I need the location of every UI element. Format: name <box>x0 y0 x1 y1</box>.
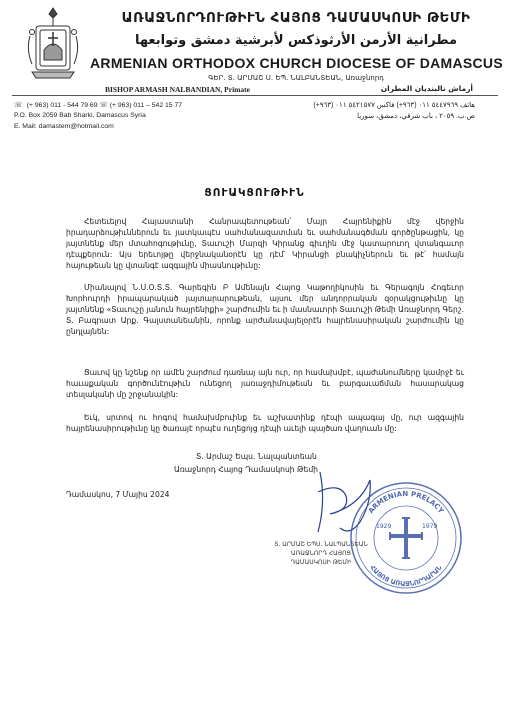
stamp-line-1: Տ. ԱՐՄԱՇ ԵՊՍ. ՆԱԼՊԱՆՏԵԱՆ <box>274 541 368 548</box>
svg-text:ARMENIAN PRELACY <box>367 490 446 516</box>
paragraph-3: Ցաւով կը նշենք որ ամէն շարժում դառնայ այն ուր, որ համախմբէ, պաժանումները կամրջէ եւ հաւաքական գործունէութիւն ունեցող յառաջդիմութեան եւ բարգաւաճման հասարակաց տեսլականի մը շրջանակին: <box>66 368 464 399</box>
contact-phones: ☏ (+ 963) 011 - 544 79 69 ☏ (+ 963) 011 – 542 15 77 <box>14 102 183 109</box>
contact-email: E. Mail: damastem@hotmail.com <box>14 123 114 130</box>
header-bishop-armenian: ԳԵՐ. Տ. ԱՐՄԱՇ Ս. ԵՊ. ՆԱԼԲԱՆՏԵԱՆ, Առաջնորդ <box>208 74 384 82</box>
contact-phones-arabic: هاتف ٥٤٤٧٩٦٩ ٠١١ (٩٦٣+) فاكس ٥٤٢١٥٧٧ ٠١١ (٩٦٣+) <box>313 102 475 109</box>
seal-year-right: 1979 <box>422 523 438 530</box>
paragraph-2: Միանալով Ն.Ս.Օ.Տ.Տ. Գարեգին Բ Ամենայն Հայոց Կաթողիկոսին եւ Գերագոյն Հոգեւոր Խորհուրդի իրապարակած յայտարարութեան, այսու մեր անդորրական զօրակցութիւնը կը յայտնենք «Տաւուշը յանուն հայրենիքի» շարժումին եւ ի մասնաւորի Տաւուշի Թեմի Առաջնորդ Գերշ. Տ. Բագրատ Արք. Գալստանեանին, որոնք արժանավայելօրէն հայրենասիրական շարժումին կը ընդլայնեն: <box>66 283 464 336</box>
contact-po-box: P.O. Box 2059 Bab Sharki, Damascus Syria <box>14 112 146 119</box>
header-title-arabic: مطرانية الأرمن الأرثوذكس لأبرشية دمشق وتوابعها <box>134 33 458 48</box>
svg-text:ՀԱՅՈՑ ԱՌԱՋՆՈՐԴԱՐԱՆ <box>368 563 443 588</box>
document-title: ՑՈՒԱԿՑՈՒԹԻՒՆ <box>204 187 305 199</box>
diocese-crest-icon <box>22 6 84 82</box>
seal-year-left: 1929 <box>376 523 392 530</box>
seal-text-bottom: ՀԱՅՈՑ ԱՌԱՋՆՈՐԴԱՐԱՆ <box>368 563 444 589</box>
header-bishop-arabic: أرماش نالبنديان المطران <box>380 84 473 93</box>
signature-name: Տ. Արմաշ Եպս. Նալպանտեան <box>196 452 317 461</box>
document-date: Դամասկոս, 7 Մայիս 2024 <box>66 490 170 499</box>
header-bishop-english: BISHOP ARMASH NALBANDIAN, Primate <box>105 85 251 94</box>
email-link[interactable]: damastem@hotmail.com <box>38 123 114 130</box>
header-title-armenian: ԱՌԱՋՆՈՐԴՈՒԹԻՒՆ ՀԱՅՈՑ ԴԱՄԱՍԿՈՍԻ ԹԵՄԻ <box>121 10 471 26</box>
phone-icon: ☏ <box>14 102 23 109</box>
stamp-line-2: ԱՌԱՋՆՈՐԴ ՀԱՅՈՑ <box>290 550 352 557</box>
contact-address-arabic: ص.ب. ٢٠٥٩ ، باب شرقي، دمشق، سوريا <box>357 113 475 120</box>
paragraph-4: Եւկ, սրտով ու հոգով համախմբուինք եւ աշխատինք դէպի ապագայ մը, ուր ազգային հայրենասիրութիւնը կը ծառայէ որպէս ուղեցոյց դէպի աւելի պայծառ վաղուան մը: <box>66 413 464 433</box>
prelacy-seal-icon <box>346 478 466 598</box>
stamp-line-3: ԴԱՄԱՍԿՈՍԻ ԹԵՄԻ <box>290 559 352 566</box>
header-divider <box>12 95 498 96</box>
paragraph-1: Հետեւելով Հայաստանի Հանրապետութեան՝ Մայր Հայրենիքին մէջ վերջին իրադարձութիւններուն եւ յատկապէս սահմանազատման եւ սահմանագծման գործընթացին, կը յայտնենք մեր մտահոգութիւնը, Տաւուշի Մարզի Կիրանց գիւղին մէջ կատարուող վտանգաւոր դէպքերուն: Այս երեւոյթը վերջնականօրէն կը դէմ՝ Կիրանցի բնակիչներուն եւ թէ՛ համայն հայութեան կը վտանգէ ազգային միասնութիւնը: <box>66 217 464 270</box>
signature-title: Առաջնորդ Հայոց Դամասկոսի Թեմի <box>174 465 318 474</box>
seal-text-top: ARMENIAN PRELACY <box>366 489 446 515</box>
header-title-english: ARMENIAN ORTHODOX CHURCH DIOCESE OF DAMASCUS <box>90 55 503 71</box>
